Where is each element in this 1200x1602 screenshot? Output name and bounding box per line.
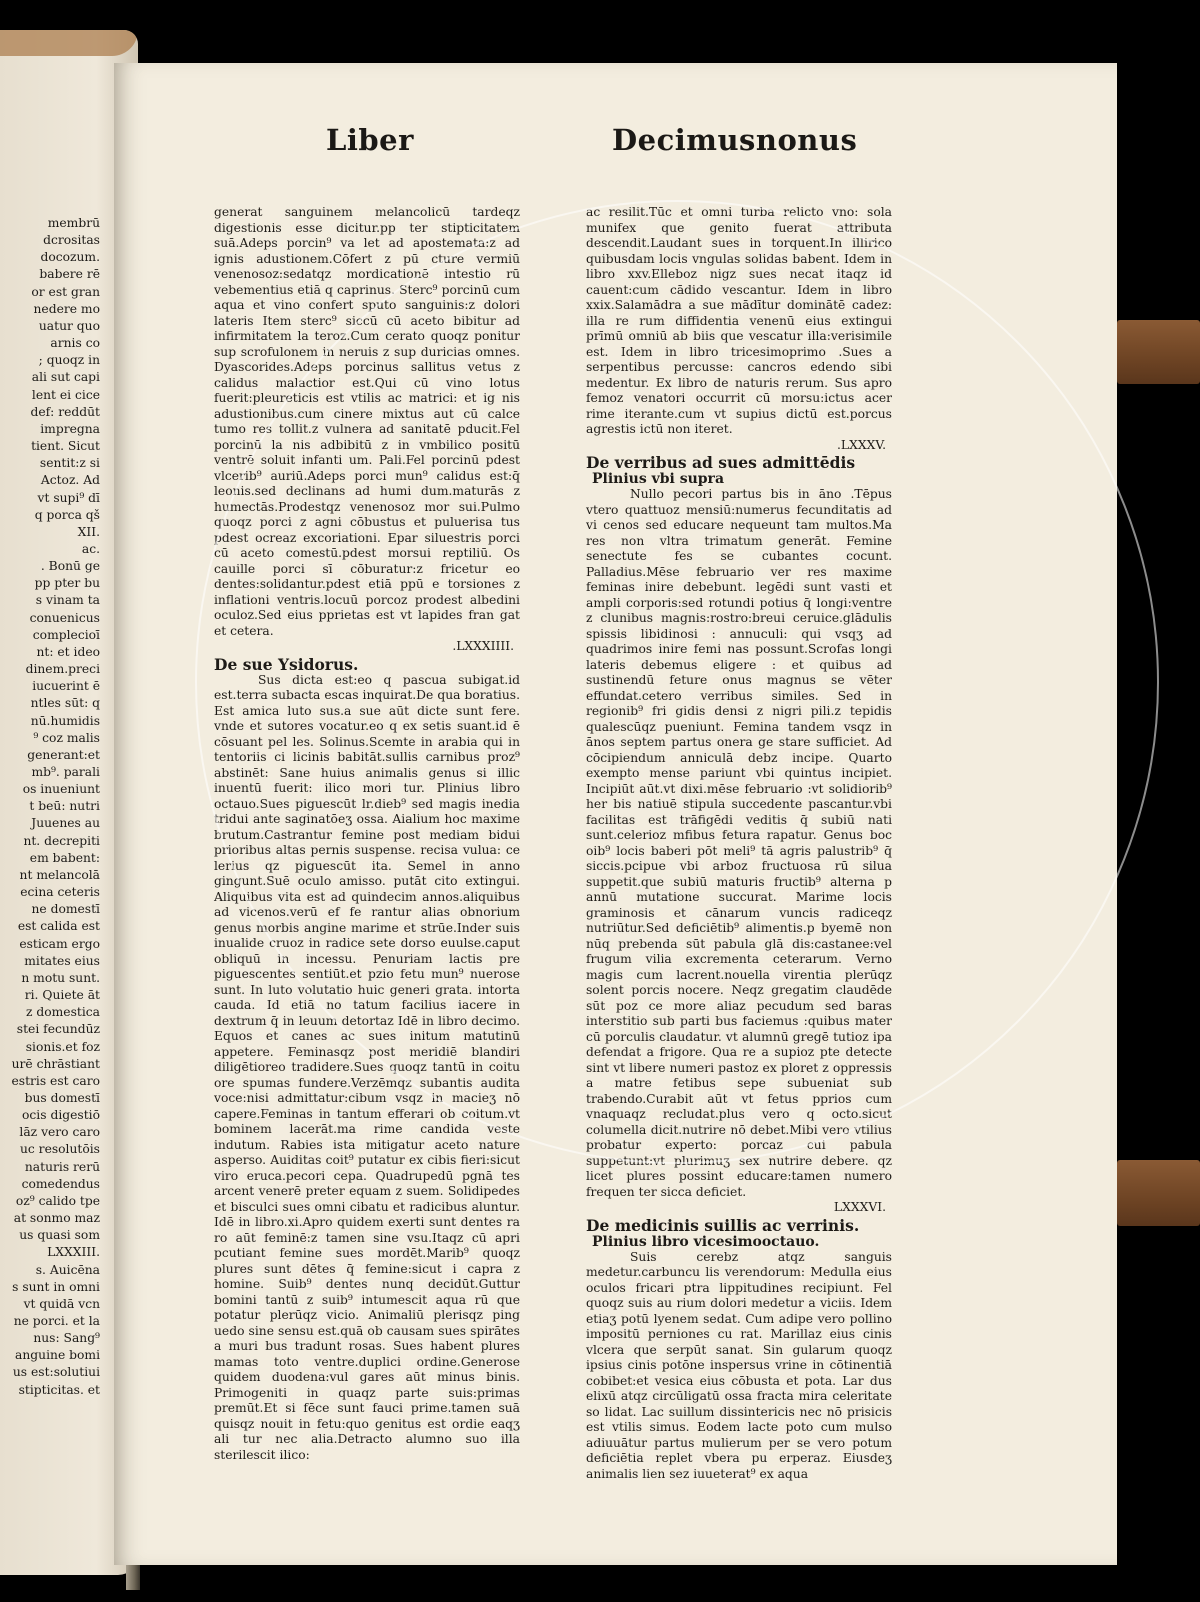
left-page-line: babere rē	[39, 267, 100, 282]
left-page-line: uatur quo	[38, 318, 100, 333]
chapter-subheading: Plinius vbi supra	[592, 471, 725, 487]
leather-strap-bottom	[1117, 1160, 1200, 1226]
left-page-line: or est gran	[31, 284, 100, 299]
left-page-line: LXXXIII.	[47, 1245, 100, 1260]
left-page-line: us est:solutiui	[12, 1365, 100, 1380]
left-page-line: nt melancolā	[19, 867, 100, 882]
left-page-line: tient. Sicut	[31, 439, 100, 454]
chapter-heading: De medicinis suillis ac verrinis.	[586, 1215, 860, 1235]
left-page-text	[0, 215, 100, 1399]
left-page-line: n motu sunt.	[21, 970, 100, 985]
left-page-line: def: reddūt	[30, 404, 100, 419]
left-page-line: stipticitas. et	[18, 1382, 100, 1397]
left-page-line: lāz vero caro	[19, 1125, 100, 1140]
left-page-line: estris est caro	[11, 1073, 100, 1088]
left-page-line: ac.	[81, 541, 100, 556]
left-page-line: Actoz. Ad	[40, 473, 100, 488]
left-page-line: sionis.et foz	[25, 1039, 100, 1054]
left-page-line: ocis digestiō	[22, 1108, 100, 1123]
left-page-line: iucuerint ē	[32, 679, 100, 694]
left-page-line: ntles sūt: q	[30, 696, 100, 711]
text-column-right	[586, 205, 892, 1482]
left-page-line: arnis co	[50, 336, 100, 351]
left-page-line: complecioī	[32, 627, 100, 642]
right-page	[114, 63, 1117, 1565]
left-page-line: nus: Sang⁹	[33, 1331, 100, 1346]
left-page-line: nt. decrepiti	[23, 833, 100, 848]
left-page-line: ne domestī	[31, 902, 100, 917]
left-page-line: est calida est	[17, 919, 100, 934]
left-page-line: comedendus	[21, 1176, 100, 1191]
left-page-line: q porca qš	[34, 507, 100, 522]
column-paragraph: ac resilit.Tūc et omni turba relicto vno: sola munifex que genito fuerat attributa descendit.Laudant sues in torquent.In illirico quibusdam locis vngulas solidas babent. Idem in libro xxv.Elleboz nigz sues necat itaqz id cauent:cum cādido vescantur. Idem in libro xxix.Salamādra a sue mādītur dominātē cadez: illa re rum diffidentia venenū eius extingui prīmū omniū ab biis que vescatur illa:verisimile est. Idem in libro tricesimoprimo .Sues a serpentibus percusse: cancros edendo sibi medentur. Ex libro de naturis rerum. Sus apro femoz venatori occurrit cū morsu:ictus acer rime iterante.cum vt supius dictū est.porcus agrestis ictū non iteret.	[586, 205, 892, 436]
left-page-line: ; quoqz in	[38, 353, 100, 368]
left-page-line: mitates eius	[24, 953, 100, 968]
column-paragraph: Sus dicta est:eo q pascua subigat.id est.terra subacta escas inquirat.De qua boratius. Est amica luto sus.a sue aūt dicte sunt fere. vnde et sutores vocatur.eo q ex setis suant.id ē cōsuant pel les. Solinus.Scemte in arabia qui in tentoriis ci licinis babitāt.sullis carnibus proz⁹ abstinēt: Sane huius animalis genus si illic inuentū fuerit: ilico mori tur. Plinius libro octauo.Sues piguescūt lr.dieb⁹ sed magis inedia tridui ante saginatōeʒ ossa. Aialium hoc maxime brutum.Castrantur femine post mediam bidui prioribus altas pernis suspense. recisa vulua: ce lerius qz piguescūt ita. Semel in anno gingunt.Suē oculo amisso. putāt cito extingui. Aliquibus vita est ad quindecim annos.aliquibus ad vicenos.verū ef fe rantur alias obnorium genus morbis angine marime et strūe.Inder suis inualide cruoz in radice sete dorso euulse.caput obliquū in incessu. Penuriam lactis pre piguescentes sentiūt.et pzio fetu mun⁹ nuerose sunt. In luto volutatio huic generi grata. intorta cauda. Id etiā no tatum facilius iacere in dextrum q̄ in leuum detortaz Idē in libro decimo. Equos et canes ac sues initum matutinū appetere. Feminasqz post meridiē blandiri diligētioreo tradidere.Sues quoqz tantū in coitu ore spumas fundere.Verzēmqz subantis audita voce:nisi admittatur:cibum vsqz in macieʒ nō capere.Feminas in tantum efferari ob coitum.vt bominem lacerāt.ma rime candida veste indutum. Rabies ista mitigatur aceto nature asperso. Auiditas coit⁹ putatur ex cibis fieri:sicut viro eruca.pecori cepa. Quadrupedū pgnā tes arcent venerē preter equam z suem. Solidipedes et bisculci sues omni cibatu et radicibus aluntur. Idē in libro.xi.Apro quidem exerti sunt dentes ra ro aūt feminē:z tamen sine vsu.Itaqz cū apri pcutiant femine sues mordēt.Marib⁹ quoqz plures sunt dētes q̄ femine:sicut i capra z homine. Suib⁹ dentes nunq decidūt.Guttur bomini tantū z suib⁹ intumescit aqua rū que potatur plerūqz vicio. Animaliū plerisqz ping uedo sine sensu est.quā ob causam sues spirātes a muri bus tradunt rosas. Sues habent plures mamas toto ventre.duplici ordine.Generose quidem duodena:vul gares aūt minus binis. Primogeniti in quaqz parte suis:primas premūt.Et si fēce sunt fauci prime.tamen suā quisqz nouit in fetu:quo genitus est ordie eaqʒ ali tur nec alia.Detracto alumno suo illa sterilescit ilico:	[214, 672, 520, 1462]
left-page-line: vt supi⁹ dī	[37, 490, 100, 505]
text-column-left	[214, 205, 520, 1463]
left-page-line: ali sut capi	[31, 370, 100, 385]
left-page-line: docozum.	[40, 250, 100, 265]
left-page-line: impregna	[40, 421, 100, 436]
left-page-line: bus domestī	[24, 1090, 100, 1105]
left-page-line: nedere mo	[33, 301, 100, 316]
left-page-line: lent ei cice	[31, 387, 100, 402]
chapter-number: LXXXVI.	[833, 1200, 886, 1214]
left-page-line: vt quidā vcn	[23, 1296, 100, 1311]
left-page-line: Juuenes au	[31, 816, 100, 831]
left-page-line: membrū	[47, 216, 100, 230]
chapter-number: .LXXXIIII.	[452, 639, 514, 653]
left-page-line: ri. Quiete āt	[24, 988, 100, 1003]
left-page-line: sentit:z si	[39, 456, 100, 471]
left-page-line: em babent:	[29, 850, 100, 865]
left-page-line: us quasi som	[19, 1228, 100, 1243]
left-page-line: os inueniunt	[22, 782, 100, 797]
leather-strap-top	[1117, 320, 1200, 384]
left-page-line: nū.humidis	[30, 713, 100, 728]
left-page-line: dinem.preci	[25, 662, 100, 677]
column-paragraph: Nullo pecori partus bis in āno .Tēpus vtero quattuoz mensiū:numerus fecunditatis ad vi cenos sed educare nequeunt tam multos.Ma res non vltra trimatum generāt. Femine senectute fes se cubantes cocunt. Palladius.Mēse februario ver res maxime feminas inire debebunt. legēdi sunt vasti et ampli corporis:sed rotundi potius q̄ longi:ventre z clunibus magnis:rostro:breui ceruice.glādulis spissis libidinosi : annuculi: qui vsqʒ ad quadrimos inire femi nas possunt.Scrofas longi lateris debemus eligere : et quibus ad sustinendū feture onus magnus se vēter effundat.cetero verribus similes. Sed in regionib⁹ fri gidis densi z nigri pili.z tepidis qualescūqz pueniunt. Femina tandem vsqz in ānos septem partus onera ge stare sufficiet. Ad cōcipiendum anniculā debz incipe. Quarto exempto mense pariunt vbi quintus incipiet. Incipiūt aūt.vt dixi.mēse februario :vt solidiorib⁹ her bis natiuē stipula succedente pascantur.vbi facilitas est trāfigēdi veditis q̄ subiū nati sunt.celerioz mfibus fetura rapatur. Genus boc oib⁹ locis baberi pōt meli⁹ tā agris palustrib⁹ q̄ siccis.pcipue vbi arboz fructuosa rū silua suppetit.que subiū maturis fructib⁹ alterna p annū mutatione succurat. Marime locis graminosis et cānarum vuncis radiceqz nutriūtur.Sed deficiētib⁹ alimentis.p byemē non nūq prebenda sūt pabula glā dis:castanee:vel frugum vilia excrementa ceterarum. Verno magis cum lacrent.nouella virentia plerūqz solent porcis nocere. Neqz gregatim claudēde sūt poz ce more aliaz pecudum sed baras interstitio sub parti bus faciemus :quibus mater cū porculis claudatur. vt alumnū gregē tutioz ipa defendat a frigore. Qua re a supioz pte detecte sint vt libere numeri pastoz ex ploret z oppressis a matre fetibus sepe subueniat sub trabendo.Curabit aūt vt fetus pprios cum vnaquaqz recludat.plus vero q octo.sicut columella dicit.nutrire nō debet.Mibi vero vtilius probatur experto: porcaz cui pabula suppetunt:vt plurimuʒ sex nutrire debere. qz licet plures possint educare:tamen numero frequen ter sicca deficiet.	[586, 487, 892, 1199]
chapter-heading: De sue Ysidorus.	[214, 654, 359, 674]
left-page-line: stei fecundūz	[16, 1022, 100, 1037]
left-page-line: nt: et ideo	[36, 644, 100, 659]
chapter-heading: De verribus ad sues admittēdis	[586, 453, 856, 472]
left-page-line: anguine bomi	[15, 1348, 100, 1363]
running-head-left: Liber	[326, 123, 414, 157]
left-page-line: XII.	[77, 524, 100, 539]
left-page-line: . Bonū ge	[40, 559, 100, 574]
column-paragraph: Suis cerebz atqz sanguis medetur.carbuncu lis verendorum: Medulla eius oculos fricari ptra lippitudines recipiunt. Fel quoqz suis au rium dolori medetur a viciis. Idem etiaʒ potū lyenem sedat. Cum adipe vero pollino impositū perniones cu rat. Marillaz eius cinis vlcera que serpūt sanat. Sin gularum quoqz ipsius cinis potōne inspersus vrine in cōtinentiā cobibet:et vesica eius cōbusta et pota. Lar dus elixū atqz circūligatū ossa fracta mira celeritate so lidat. Lac suillum dissintericis nec nō prisicis est vtilis simus. Eodem lacte poto cum mulso adiuuātur partus mulierum per se vero potum deficiētia replet vbera pu erperaz. Eiusdeʒ animalis lien sez iuueterat⁹ ex aqua	[586, 1249, 892, 1481]
left-page-line: s vinam ta	[35, 593, 100, 608]
left-page-line: at sonmo maz	[13, 1211, 100, 1226]
left-page-line: ⁹ coz malis	[33, 730, 100, 745]
left-page-line: urē chrāstiant	[11, 1056, 100, 1071]
chapter-subheading: Plinius libro vicesimooctauo.	[592, 1233, 820, 1250]
left-page-line: generant:et	[27, 747, 100, 762]
left-page-binding-edge	[0, 30, 138, 56]
left-page-line: naturis rerū	[24, 1159, 100, 1174]
left-page-line: ne porci. et la	[13, 1314, 100, 1328]
left-page-line: z domestica	[25, 1005, 100, 1020]
left-page-line: oz⁹ calido tpe	[15, 1193, 100, 1208]
column-paragraph: generat sanguinem melancolicū tardeqz digestionis esse dicitur.pp ter stipticitatem suā.Adeps porcin⁹ va let ad apostemata:z ad ignis adustionem.Cōfert z pū cture vermiū venenosoz:sedatqz mordicationē intestio rū vebementius etiā q caprinus. Sterc⁹ porcinū cum aqua et vino confert sputo sanguinis:z dolori lateris Item sterc⁹ siccū cū aceto bibitur ad infirmitatem la teroz.Cum cerato quoqz ponitur sup scrofulonem in neruis z sup duricias omnes. Dyascorides.Adeps porcinus sallitus vetus z calidus malactior est.Qui cū vino lotus fuerit:pleureticis est vtilis ac matrici: et ig nis adustionibus.cum cinere mixtus aut cū calce tumo res tollit.z vulnera ad sanitatē pducit.Fel porcinū la nis adbibitū z in vmbilico positū ventrē soluit infanti um. Pali.Fel porcinū pdest vlcerib⁹ auriū.Adeps porci mun⁹ calidus est:q̄ leonis.sed declinans ad humi dum.maturās z humectās.Prodestqz venenosoz mor sui.Pulmo quoqz porci z agni cōbustus et puluerisa tus pdest ocreaz excoriationi. Epar siluestris porci cū aceto comestū.pdest morsui reptiliū. Os cauille porci sī cōburatur:z fricetur eo dentes:solidantur.pdest etiā ppū e torsiones z inflationi ventris.locuū porcoz prodest albedini oculoz.Sed eius pprietas est vt lapides fran gat et cetera.	[214, 205, 520, 638]
left-page-line: esticam ergo	[19, 936, 100, 951]
left-page-line: t beū: nutri	[29, 799, 100, 814]
left-page-line: s. Auicēna	[35, 1262, 100, 1277]
left-page-line: conuenicus	[29, 610, 100, 625]
running-head-right: Decimusnonus	[612, 123, 858, 157]
left-page-line: dcrositas	[43, 233, 100, 248]
left-page-line: ecina ceteris	[20, 885, 100, 900]
left-page-line: s sunt in omni	[12, 1279, 100, 1294]
left-page-line: pp pter bu	[34, 576, 100, 591]
left-page-line: mb⁹. parali	[31, 765, 100, 779]
left-page-line: uc resolutōis	[19, 1142, 100, 1157]
chapter-number: .LXXXV.	[837, 437, 886, 452]
